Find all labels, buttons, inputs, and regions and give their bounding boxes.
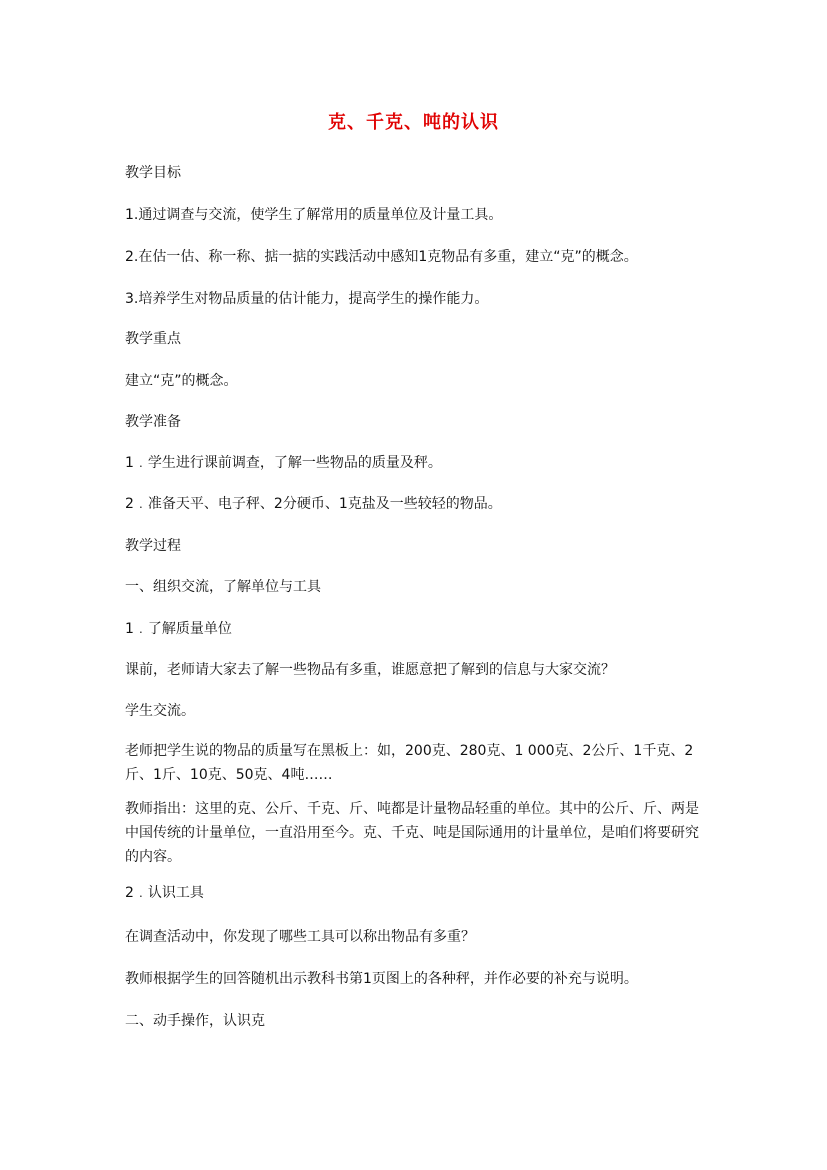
section-heading-process: 教学过程 xyxy=(125,538,181,554)
paragraph-teacher-question: 课前，老师请大家去了解一些物品有多重，谁愿意把了解到的信息与大家交流？ xyxy=(125,662,615,678)
process-step-2-heading: 二、动手操作，认识克 xyxy=(125,1013,265,1029)
objective-item-1: 1.通过调查与交流，使学生了解常用的质量单位及计量工具。 xyxy=(125,207,503,223)
process-step-1-heading: 一、组织交流，了解单位与工具 xyxy=(125,579,321,595)
document-title: 克、千克、吨的认识 xyxy=(328,112,499,133)
paragraph-teacher-explanation: 教师指出：这里的克、公斤、千克、斤、吨都是计量物品轻重的单位。其中的公斤、斤、两是中国传统的计量单位，一直沿用至今。克、千克、吨是国际通用的计量单位，是咱们将要研究的内容。 xyxy=(125,801,699,865)
paragraph-tools-question: 在调查活动中，你发现了哪些工具可以称出物品有多重？ xyxy=(125,929,475,945)
subsection-heading-units: 1﹒了解质量单位 xyxy=(125,621,232,637)
key-point-text: 建立“克”的概念。 xyxy=(125,373,238,389)
objective-item-2: 2.在估一估、称一称、掂一掂的实践活动中感知1克物品有多重，建立“克”的概念。 xyxy=(125,249,638,265)
section-heading-objectives: 教学目标 xyxy=(125,165,181,181)
objective-item-3: 3.培养学生对物品质量的估计能力，提高学生的操作能力。 xyxy=(125,291,489,307)
preparation-item-1: 1﹒学生进行课前调查，了解一些物品的质量及秤。 xyxy=(125,455,442,471)
section-heading-key-points: 教学重点 xyxy=(125,331,181,347)
paragraph-blackboard-examples: 老师把学生说的物品的质量写在黑板上：如，200克、280克、1 000克、2公斤、1千克、2斤、1斤、10克、50克、4吨…… xyxy=(125,743,694,783)
section-heading-preparation: 教学准备 xyxy=(125,414,181,430)
paragraph-teacher-shows-scales: 教师根据学生的回答随机出示教科书第1页图上的各种秤，并作必要的补充与说明。 xyxy=(125,971,638,987)
preparation-item-2: 2﹒准备天平、电子秤、2分硬币、1克盐及一些较轻的物品。 xyxy=(125,496,502,512)
paragraph-student-exchange: 学生交流。 xyxy=(125,703,195,719)
subsection-heading-tools: 2﹒认识工具 xyxy=(125,885,204,901)
